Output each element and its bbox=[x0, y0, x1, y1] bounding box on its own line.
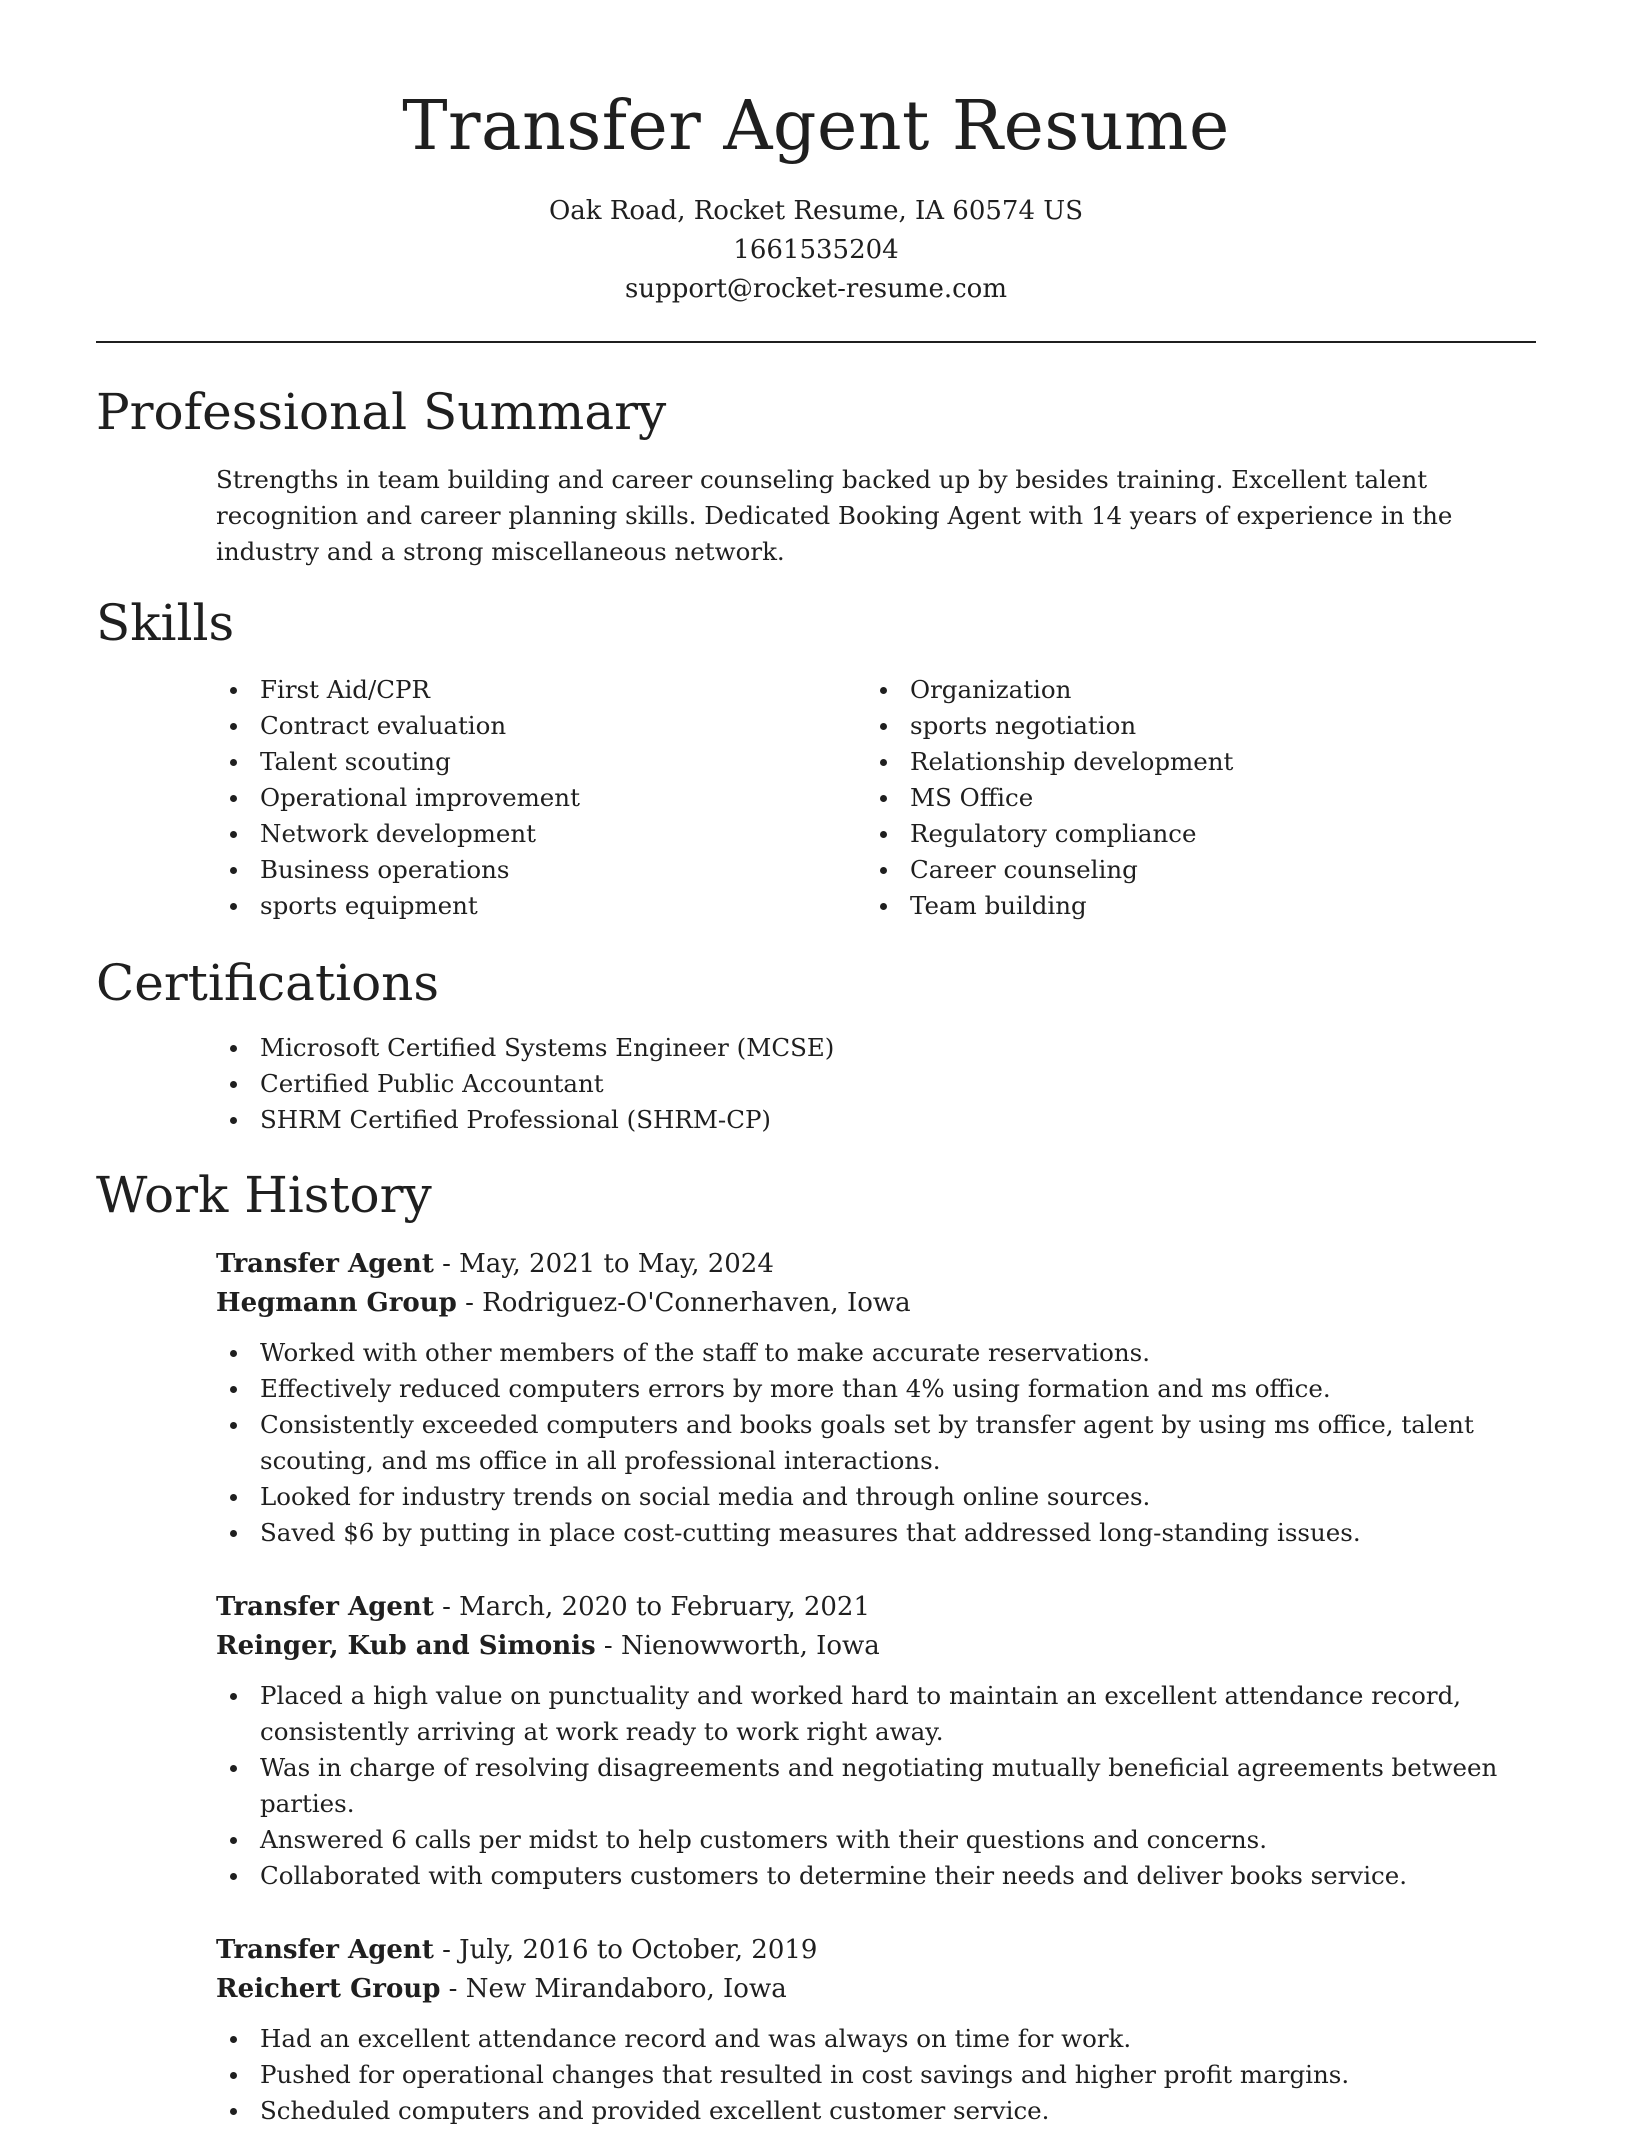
skill-item: MS Office bbox=[866, 780, 1466, 816]
summary-heading: Professional Summary bbox=[96, 383, 667, 441]
certifications-heading: Certifications bbox=[96, 954, 440, 1012]
work-history-heading: Work History bbox=[96, 1166, 432, 1224]
job-dates: - July, 2016 to October, 2019 bbox=[433, 1935, 818, 1965]
job-bullet: Consistently exceeded computers and books goals set by transfer agent by using ms office, talent scouting, and ms office in all professional interactions. bbox=[216, 1407, 1536, 1479]
phone: 1661535204 bbox=[733, 235, 899, 265]
certification-item: Certified Public Accountant bbox=[216, 1066, 1536, 1102]
job-company: Reinger, Kub and Simonis bbox=[216, 1631, 596, 1661]
job-entry bbox=[216, 1588, 1536, 1894]
job-company-line bbox=[216, 1627, 1536, 1666]
job-title-line bbox=[216, 1588, 1536, 1627]
job-company-line bbox=[216, 1970, 1536, 2009]
skill-item: Regulatory compliance bbox=[866, 816, 1466, 852]
skills-list-right bbox=[866, 672, 1466, 924]
job-bullet: Was in charge of resolving disagreements and negotiating mutually beneficial agreements between parties. bbox=[216, 1750, 1536, 1822]
job-bullet: Answered 6 calls per midst to help customers with their questions and concerns. bbox=[216, 1822, 1536, 1858]
job-dates: - March, 2020 to February, 2021 bbox=[433, 1592, 871, 1622]
job-title-line bbox=[216, 1245, 1536, 1284]
job-entry bbox=[216, 1931, 1536, 2129]
page-title: Transfer Agent Resume bbox=[402, 87, 1230, 166]
skill-item: Talent scouting bbox=[216, 744, 816, 780]
job-bullet: Collaborated with computers customers to determine their needs and deliver books service. bbox=[216, 1858, 1536, 1894]
skill-item: Organization bbox=[866, 672, 1466, 708]
skill-item: sports negotiation bbox=[866, 708, 1466, 744]
skills-heading: Skills bbox=[96, 594, 235, 652]
job-company-line bbox=[216, 1284, 1536, 1323]
job-title-line bbox=[216, 1931, 1536, 1970]
job-entry bbox=[216, 1245, 1536, 1551]
address: Oak Road, Rocket Resume, IA 60574 US bbox=[548, 196, 1083, 226]
skill-item: Career counseling bbox=[866, 852, 1466, 888]
job-title: Transfer Agent bbox=[216, 1935, 434, 1965]
skill-item: sports equipment bbox=[216, 888, 816, 924]
certification-item: SHRM Certified Professional (SHRM-CP) bbox=[216, 1102, 1536, 1138]
job-bullet: Had an excellent attendance record and was always on time for work. bbox=[216, 2021, 1536, 2057]
job-title: Transfer Agent bbox=[216, 1249, 434, 1279]
contact-info bbox=[96, 192, 1536, 309]
job-bullets bbox=[216, 2021, 1536, 2129]
certification-item: Microsoft Certified Systems Engineer (MCSE) bbox=[216, 1030, 1536, 1066]
skill-item: Contract evaluation bbox=[216, 708, 816, 744]
job-location: - New Mirandaboro, Iowa bbox=[440, 1974, 787, 2004]
skill-item: Team building bbox=[866, 888, 1466, 924]
job-bullets bbox=[216, 1678, 1536, 1894]
job-bullets bbox=[96, 1335, 1536, 1551]
email: support@rocket-resume.com bbox=[624, 274, 1007, 304]
job-bullet: Worked with other members of the staff to make accurate reservations. bbox=[216, 1335, 1536, 1371]
skill-item: Operational improvement bbox=[216, 780, 816, 816]
job-dates: - May, 2021 to May, 2024 bbox=[433, 1249, 774, 1279]
job-company: Hegmann Group bbox=[216, 1288, 457, 1318]
job-company: Reichert Group bbox=[216, 1974, 441, 2004]
job-location: - Nienowworth, Iowa bbox=[595, 1631, 880, 1661]
skill-item: First Aid/CPR bbox=[216, 672, 816, 708]
job-bullet: Scheduled computers and provided excellent customer service. bbox=[216, 2093, 1536, 2129]
skill-item: Network development bbox=[216, 816, 816, 852]
job-title: Transfer Agent bbox=[216, 1592, 434, 1622]
job-bullet: Placed a high value on punctuality and worked hard to maintain an excellent attendance record, consistently arriving at work ready to work right away. bbox=[216, 1678, 1536, 1750]
header-divider bbox=[96, 341, 1536, 343]
skills-list-left bbox=[216, 672, 816, 924]
skill-item: Relationship development bbox=[866, 744, 1466, 780]
job-bullet: Effectively reduced computers errors by more than 4% using formation and ms office. bbox=[216, 1371, 1536, 1407]
certifications-list bbox=[216, 1030, 1536, 1138]
job-bullet: Pushed for operational changes that resulted in cost savings and higher profit margins. bbox=[216, 2057, 1536, 2093]
summary-text: Strengths in team building and career counseling backed up by besides training. Excellent talent recognition and career planning skills. Dedicated Booking Agent with 14 years of experience in the industry and a strong miscellaneous network. bbox=[216, 465, 1453, 566]
skill-item: Business operations bbox=[216, 852, 816, 888]
job-bullet: Looked for industry trends on social media and through online sources. bbox=[216, 1479, 1536, 1515]
job-location: - Rodriguez-O'Connerhaven, Iowa bbox=[456, 1288, 911, 1318]
job-bullet: Saved $6 by putting in place cost-cutting measures that addressed long-standing issues. bbox=[216, 1515, 1536, 1551]
